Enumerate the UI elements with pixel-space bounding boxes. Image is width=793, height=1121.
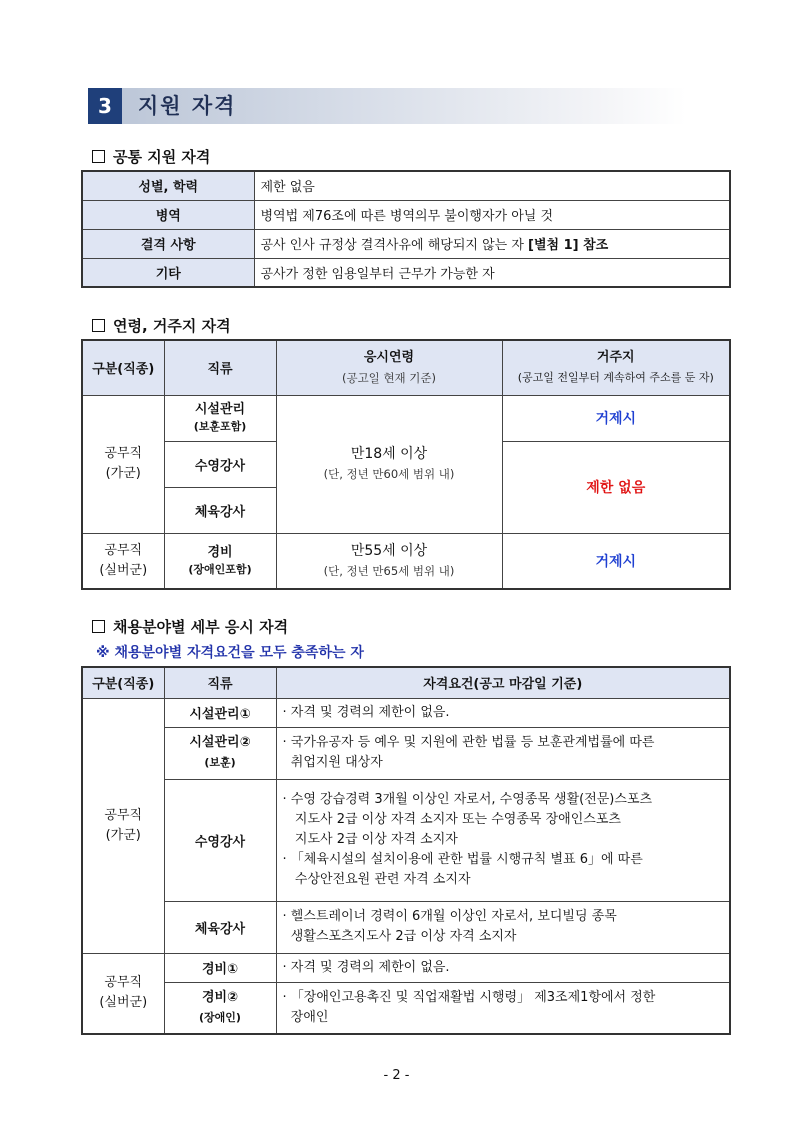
section-number: 3 <box>88 88 122 124</box>
common-label: 병역 <box>82 200 254 229</box>
col-residence-title: 거주지 <box>596 349 635 365</box>
job-name: 시설관리 <box>194 402 246 417</box>
requirement-line: · 「장애인고용촉진 및 직업재활법 시행령」 제3조제1항에서 정한 <box>282 989 656 1005</box>
category-line1: 공무직 <box>104 542 143 558</box>
job-name: 시설관리② <box>189 735 251 750</box>
job-cell: 체육강사 <box>164 487 276 533</box>
common-label: 성별, 학력 <box>82 171 254 200</box>
common-table <box>81 170 731 288</box>
requirement-line: 생활스포츠지도사 2급 이상 자격 소지자 <box>282 929 517 944</box>
table-row <box>82 698 730 727</box>
job-cell: 수영강사 <box>164 779 276 901</box>
table-row <box>82 953 730 982</box>
job-cell <box>164 533 276 589</box>
common-label: 기타 <box>82 258 254 287</box>
requirement-line: · 국가유공자 등 예우 및 지원에 관한 법률 등 보훈관계법률에 따른 <box>282 735 655 750</box>
job-sub: (보훈) <box>204 756 236 769</box>
category-cell <box>82 698 164 953</box>
common-value-text: 제한 없음 <box>260 180 315 196</box>
table-row <box>82 229 730 258</box>
requirement-line: · 수영 강습경력 3개월 이상인 자로서, 수영종목 생활(전문)스포츠 <box>282 792 653 807</box>
table-row <box>82 395 730 441</box>
common-value <box>254 200 730 229</box>
table-header-row <box>82 340 730 395</box>
table-row <box>82 533 730 589</box>
checkbox-square-icon <box>92 150 105 163</box>
age-table <box>81 339 731 590</box>
age-line1: 만18세 이상 <box>350 446 428 462</box>
col-residence <box>502 340 730 395</box>
job-sub: (장애인포함) <box>188 562 252 576</box>
col-age <box>276 340 502 395</box>
table-row <box>82 258 730 287</box>
common-value-text: 병역법 제76조에 따른 병역의무 불이행자가 아닐 것 <box>260 209 553 224</box>
requirement-cell <box>276 982 730 1034</box>
col-age-sub: (공고일 현재 기준) <box>341 370 437 385</box>
requirement-cell <box>276 953 730 982</box>
detail-table <box>81 666 731 1035</box>
residence-cell: 거제시 <box>502 395 730 441</box>
table-row <box>82 727 730 779</box>
category-line1: 공무직 <box>104 446 143 461</box>
age-line2: (단, 정년 만65세 범위 내) <box>323 563 455 578</box>
common-value-text: 공사가 정한 임용일부터 근무가 가능한 자 <box>260 266 495 282</box>
common-heading-text: 공통 지원 자격 <box>113 148 211 166</box>
age-heading <box>92 315 231 336</box>
category-line1: 공무직 <box>104 975 143 991</box>
common-heading <box>92 146 210 167</box>
category-cell <box>82 533 164 589</box>
col-category: 구분(직종) <box>82 667 164 698</box>
detail-note: ※ 채용분야별 자격요건을 모두 충족하는 자 <box>96 645 364 661</box>
category-cell <box>82 395 164 533</box>
requirement-line: · 자격 및 경력의 제한이 없음. <box>282 704 450 720</box>
job-cell <box>164 727 276 779</box>
age-line2: (단, 정년 만60세 범위 내) <box>323 467 455 481</box>
requirement-line: 수상안전요원 관련 자격 소지자 <box>282 872 471 887</box>
common-value <box>254 171 730 200</box>
checkbox-square-icon <box>92 319 105 332</box>
category-line2: (가군) <box>105 827 141 843</box>
age-cell <box>276 533 502 589</box>
job-name: 경비 <box>207 544 233 560</box>
requirement-line: · 헬스트레이너 경력이 6개월 이상인 자로서, 보디빌딩 종목 <box>282 909 617 924</box>
requirement-cell <box>276 698 730 727</box>
col-requirement: 자격요건(공고 마감일 기준) <box>276 667 730 698</box>
common-value <box>254 229 730 258</box>
requirement-line: 취업지원 대상자 <box>282 755 383 770</box>
job-cell: 경비① <box>164 953 276 982</box>
age-line1: 만55세 이상 <box>350 542 428 559</box>
detail-heading <box>92 616 288 637</box>
col-residence-sub: (공고일 전일부터 계속하여 주소를 둔 자) <box>517 370 714 384</box>
residence-cell: 제한 없음 <box>502 441 730 533</box>
requirement-line: 지도사 2급 이상 자격 소지자 또는 수영종목 장애인스포츠 <box>282 812 621 827</box>
job-cell: 시설관리① <box>164 698 276 727</box>
job-name: 경비② <box>201 989 239 1005</box>
section-title: 지원 자격 <box>138 94 237 118</box>
table-row <box>82 779 730 901</box>
job-cell <box>164 982 276 1034</box>
job-sub: (장애인) <box>199 1010 241 1024</box>
job-sub: (보훈포함) <box>193 420 247 433</box>
table-row <box>82 200 730 229</box>
col-job: 직류 <box>164 667 276 698</box>
age-cell <box>276 395 502 533</box>
requirement-cell <box>276 727 730 779</box>
table-row <box>82 171 730 200</box>
job-cell: 수영강사 <box>164 441 276 487</box>
category-line2: (실버군) <box>99 995 148 1011</box>
job-cell: 체육강사 <box>164 901 276 953</box>
category-line2: (가군) <box>105 466 141 481</box>
detail-heading-text: 채용분야별 세부 응시 자격 <box>113 618 289 636</box>
col-age-title: 응시연령 <box>363 349 415 365</box>
table-row <box>82 982 730 1034</box>
age-heading-text: 연령, 거주지 자격 <box>113 317 231 335</box>
page-number: - 2 - <box>383 1068 410 1083</box>
requirement-line: · 「체육시설의 설치이용에 관한 법률 시행규칙 별표 6」에 따른 <box>282 852 643 867</box>
category-cell <box>82 953 164 1034</box>
common-value <box>254 258 730 287</box>
requirement-line: 장애인 <box>282 1009 329 1025</box>
table-row <box>82 901 730 953</box>
residence-cell: 거제시 <box>502 533 730 589</box>
col-category: 구분(직종) <box>82 340 164 395</box>
table-header-row <box>82 667 730 698</box>
attachment-reference: [별첨 1] 참조 <box>528 238 609 253</box>
category-line1: 공무직 <box>104 807 143 823</box>
category-line2: (실버군) <box>99 562 148 578</box>
common-value-text: 공사 인사 규정상 결격사유에 해당되지 않는 자 <box>260 238 529 253</box>
job-cell <box>164 395 276 441</box>
common-label: 결격 사항 <box>82 229 254 258</box>
requirement-cell <box>276 901 730 953</box>
requirement-line: 지도사 2급 이상 자격 소지자 <box>282 832 458 847</box>
checkbox-square-icon <box>92 620 105 633</box>
requirement-cell <box>276 779 730 901</box>
col-job: 직류 <box>164 340 276 395</box>
requirement-line: · 자격 및 경력의 제한이 없음. <box>282 959 450 975</box>
